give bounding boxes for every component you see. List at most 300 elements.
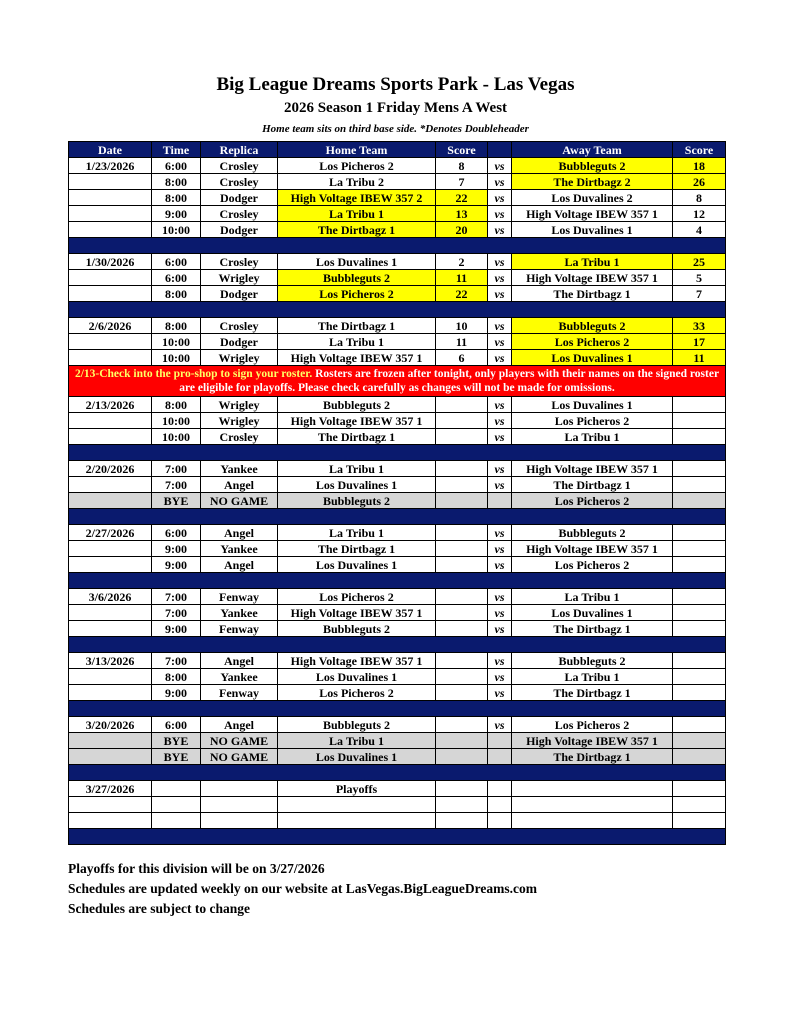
away-score-cell: 4	[673, 222, 726, 238]
vs-cell: vs	[488, 254, 512, 270]
home-score-cell	[436, 541, 488, 557]
time-cell: 10:00	[152, 350, 201, 366]
home-team-cell: La Tribu 1	[278, 525, 436, 541]
away-team-cell: The Dirtbagz 2	[512, 174, 673, 190]
home-score-cell	[436, 413, 488, 429]
away-score-cell	[673, 621, 726, 637]
away-score-cell: 26	[673, 174, 726, 190]
home-team-cell: Los Picheros 2	[278, 589, 436, 605]
date-cell	[69, 334, 152, 350]
time-cell: 8:00	[152, 669, 201, 685]
home-score-cell	[436, 781, 488, 797]
game-row	[69, 813, 726, 829]
replica-cell: Angel	[201, 557, 278, 573]
away-team-cell: The Dirtbagz 1	[512, 477, 673, 493]
date-cell: 2/13/2026	[69, 397, 152, 413]
date-cell	[69, 621, 152, 637]
home-score-cell	[436, 493, 488, 509]
column-header: Time	[152, 142, 201, 158]
game-row	[69, 350, 726, 366]
time-cell: 6:00	[152, 158, 201, 174]
away-team-cell: High Voltage IBEW 357 1	[512, 733, 673, 749]
game-row	[69, 653, 726, 669]
home-score-cell: 8	[436, 158, 488, 174]
away-score-cell: 11	[673, 350, 726, 366]
column-header: Score	[436, 142, 488, 158]
home-score-cell: 11	[436, 334, 488, 350]
replica-cell: NO GAME	[201, 749, 278, 765]
home-score-cell	[436, 397, 488, 413]
away-score-cell	[673, 685, 726, 701]
replica-cell: Wrigley	[201, 350, 278, 366]
separator-bar	[69, 573, 726, 589]
home-team-cell: Los Duvalines 1	[278, 557, 436, 573]
home-team-cell: The Dirtbagz 1	[278, 318, 436, 334]
away-score-cell: 33	[673, 318, 726, 334]
away-score-cell: 12	[673, 206, 726, 222]
game-row	[69, 334, 726, 350]
schedule-table	[68, 141, 726, 845]
date-cell: 1/30/2026	[69, 254, 152, 270]
time-cell: 7:00	[152, 589, 201, 605]
replica-cell: Fenway	[201, 621, 278, 637]
replica-cell: Crosley	[201, 254, 278, 270]
home-team-cell: Bubbleguts 2	[278, 621, 436, 637]
home-score-cell: 11	[436, 270, 488, 286]
game-row	[69, 589, 726, 605]
away-team-cell: Los Picheros 2	[512, 493, 673, 509]
date-cell	[69, 557, 152, 573]
vs-cell: vs	[488, 653, 512, 669]
date-cell	[69, 749, 152, 765]
vs-cell: vs	[488, 605, 512, 621]
home-team-cell: Los Duvalines 1	[278, 669, 436, 685]
separator-row	[69, 445, 726, 461]
home-score-cell	[436, 717, 488, 733]
vs-cell	[488, 781, 512, 797]
time-cell: 8:00	[152, 397, 201, 413]
home-team-cell: Los Picheros 2	[278, 286, 436, 302]
home-score-cell: 2	[436, 254, 488, 270]
game-row	[69, 413, 726, 429]
home-score-cell	[436, 605, 488, 621]
home-team-cell: Los Picheros 2	[278, 158, 436, 174]
away-team-cell: Bubbleguts 2	[512, 158, 673, 174]
vs-cell: vs	[488, 222, 512, 238]
replica-cell: Yankee	[201, 461, 278, 477]
away-score-cell: 25	[673, 254, 726, 270]
home-score-cell	[436, 461, 488, 477]
footer-playoffs-note: Playoffs for this division will be on 3/27/2026	[68, 861, 325, 876]
away-team-cell: Los Duvalines 1	[512, 605, 673, 621]
home-team-cell: La Tribu 2	[278, 174, 436, 190]
game-row	[69, 781, 726, 797]
away-team-cell: Los Duvalines 1	[512, 397, 673, 413]
date-cell	[69, 350, 152, 366]
separator-bar	[69, 509, 726, 525]
home-team-cell: Los Duvalines 1	[278, 477, 436, 493]
date-cell: 3/27/2026	[69, 781, 152, 797]
page-subtitle: 2026 Season 1 Friday Mens A West	[283, 100, 508, 116]
schedule-body	[69, 158, 726, 845]
home-score-cell	[436, 797, 488, 813]
vs-cell: vs	[488, 350, 512, 366]
replica-cell: Dodger	[201, 286, 278, 302]
date-cell: 2/20/2026	[69, 461, 152, 477]
home-team-cell: High Voltage IBEW 357 2	[278, 190, 436, 206]
away-score-cell	[673, 797, 726, 813]
page-title: Big League Dreams Sports Park - Las Vegas	[216, 74, 575, 95]
away-team-cell: Los Duvalines 1	[512, 222, 673, 238]
home-score-cell	[436, 429, 488, 445]
separator-bar	[69, 238, 726, 254]
date-cell	[69, 413, 152, 429]
replica-cell: Crosley	[201, 174, 278, 190]
away-team-cell: La Tribu 1	[512, 429, 673, 445]
time-cell: 6:00	[152, 525, 201, 541]
time-cell: 8:00	[152, 286, 201, 302]
replica-cell: NO GAME	[201, 493, 278, 509]
separator-bar	[69, 302, 726, 318]
away-score-cell	[673, 781, 726, 797]
vs-cell	[488, 797, 512, 813]
time-cell: 8:00	[152, 174, 201, 190]
vs-cell	[488, 749, 512, 765]
home-team-cell: High Voltage IBEW 357 1	[278, 653, 436, 669]
away-team-cell: The Dirtbagz 1	[512, 621, 673, 637]
away-score-cell: 18	[673, 158, 726, 174]
vs-cell	[488, 813, 512, 829]
vs-cell: vs	[488, 158, 512, 174]
footer-website-note: Schedules are updated weekly on our website at LasVegas.BigLeagueDreams.com	[68, 881, 538, 896]
date-cell: 1/23/2026	[69, 158, 152, 174]
vs-cell: vs	[488, 621, 512, 637]
separator-bar	[69, 829, 726, 845]
home-team-cell: Playoffs	[278, 781, 436, 797]
home-score-cell: 20	[436, 222, 488, 238]
home-score-cell	[436, 477, 488, 493]
home-team-cell: High Voltage IBEW 357 1	[278, 413, 436, 429]
home-score-cell	[436, 685, 488, 701]
home-score-cell	[436, 669, 488, 685]
date-cell	[69, 541, 152, 557]
game-row	[69, 541, 726, 557]
replica-cell	[201, 813, 278, 829]
date-cell	[69, 222, 152, 238]
away-team-cell: Bubbleguts 2	[512, 318, 673, 334]
away-score-cell	[673, 733, 726, 749]
away-score-cell	[673, 669, 726, 685]
time-cell: 7:00	[152, 653, 201, 669]
bye-row	[69, 749, 726, 765]
separator-row	[69, 302, 726, 318]
date-cell	[69, 797, 152, 813]
away-score-cell	[673, 477, 726, 493]
vs-cell: vs	[488, 685, 512, 701]
date-cell	[69, 190, 152, 206]
separator-row	[69, 509, 726, 525]
away-team-cell: La Tribu 1	[512, 254, 673, 270]
home-team-cell	[278, 797, 436, 813]
away-score-cell	[673, 557, 726, 573]
date-cell	[69, 605, 152, 621]
replica-cell: Angel	[201, 717, 278, 733]
date-cell	[69, 174, 152, 190]
away-team-cell: Los Picheros 2	[512, 334, 673, 350]
column-header: Away Team	[512, 142, 673, 158]
vs-cell: vs	[488, 557, 512, 573]
home-score-cell: 22	[436, 190, 488, 206]
game-row	[69, 318, 726, 334]
game-row	[69, 797, 726, 813]
separator-row	[69, 238, 726, 254]
home-team-cell: High Voltage IBEW 357 1	[278, 605, 436, 621]
away-team-cell	[512, 781, 673, 797]
replica-cell: Fenway	[201, 589, 278, 605]
time-cell: BYE	[152, 733, 201, 749]
vs-cell: vs	[488, 525, 512, 541]
date-cell	[69, 286, 152, 302]
home-score-cell	[436, 621, 488, 637]
game-row	[69, 621, 726, 637]
time-cell: 9:00	[152, 557, 201, 573]
notice-text: Rosters are frozen after tonight, only players with their names on the signed roster are eligible for playoffs. Please check carefully as changes will not be made for omissions.	[179, 368, 720, 394]
time-cell: 8:00	[152, 318, 201, 334]
time-cell	[152, 813, 201, 829]
time-cell	[152, 797, 201, 813]
game-row	[69, 174, 726, 190]
away-score-cell	[673, 493, 726, 509]
home-score-cell	[436, 813, 488, 829]
replica-cell: Crosley	[201, 429, 278, 445]
replica-cell	[201, 797, 278, 813]
home-score-cell	[436, 525, 488, 541]
away-score-cell	[673, 749, 726, 765]
away-score-cell: 8	[673, 190, 726, 206]
home-score-cell	[436, 749, 488, 765]
home-team-cell: La Tribu 1	[278, 206, 436, 222]
game-row	[69, 557, 726, 573]
away-score-cell	[673, 413, 726, 429]
away-score-cell: 7	[673, 286, 726, 302]
separator-row	[69, 765, 726, 781]
game-row	[69, 270, 726, 286]
replica-cell: Wrigley	[201, 413, 278, 429]
away-team-cell: High Voltage IBEW 357 1	[512, 461, 673, 477]
replica-cell: Wrigley	[201, 397, 278, 413]
replica-cell: Crosley	[201, 158, 278, 174]
away-team-cell: Los Duvalines 1	[512, 350, 673, 366]
time-cell: 9:00	[152, 541, 201, 557]
date-cell	[69, 493, 152, 509]
away-score-cell	[673, 397, 726, 413]
header-note: Home team sits on third base side. *Denotes Doubleheader	[262, 123, 529, 135]
away-score-cell	[673, 461, 726, 477]
away-team-cell: The Dirtbagz 1	[512, 286, 673, 302]
date-cell	[69, 669, 152, 685]
home-team-cell: Bubbleguts 2	[278, 270, 436, 286]
home-team-cell: The Dirtbagz 1	[278, 429, 436, 445]
separator-row	[69, 637, 726, 653]
home-team-cell: Bubbleguts 2	[278, 397, 436, 413]
date-cell: 3/6/2026	[69, 589, 152, 605]
away-team-cell	[512, 797, 673, 813]
vs-cell: vs	[488, 413, 512, 429]
home-team-cell: Bubbleguts 2	[278, 493, 436, 509]
time-cell: 10:00	[152, 334, 201, 350]
home-score-cell: 13	[436, 206, 488, 222]
vs-cell: vs	[488, 206, 512, 222]
home-team-cell	[278, 813, 436, 829]
time-cell: 10:00	[152, 429, 201, 445]
vs-cell: vs	[488, 174, 512, 190]
vs-cell: vs	[488, 286, 512, 302]
replica-cell: Crosley	[201, 318, 278, 334]
replica-cell: Wrigley	[201, 270, 278, 286]
replica-cell: Yankee	[201, 541, 278, 557]
away-team-cell: Bubbleguts 2	[512, 653, 673, 669]
date-cell: 3/13/2026	[69, 653, 152, 669]
game-row	[69, 429, 726, 445]
home-score-cell	[436, 557, 488, 573]
away-team-cell: High Voltage IBEW 357 1	[512, 206, 673, 222]
away-score-cell: 17	[673, 334, 726, 350]
away-score-cell	[673, 429, 726, 445]
home-team-cell: Los Picheros 2	[278, 685, 436, 701]
date-cell	[69, 477, 152, 493]
home-team-cell: Los Duvalines 1	[278, 254, 436, 270]
game-row	[69, 206, 726, 222]
vs-cell	[488, 493, 512, 509]
home-score-cell: 10	[436, 318, 488, 334]
away-team-cell	[512, 813, 673, 829]
game-row	[69, 717, 726, 733]
time-cell	[152, 781, 201, 797]
vs-cell: vs	[488, 334, 512, 350]
column-header: Replica	[201, 142, 278, 158]
vs-cell: vs	[488, 669, 512, 685]
replica-cell: NO GAME	[201, 733, 278, 749]
time-cell: 10:00	[152, 222, 201, 238]
replica-cell	[201, 781, 278, 797]
column-header: Date	[69, 142, 152, 158]
vs-cell: vs	[488, 541, 512, 557]
game-row	[69, 222, 726, 238]
separator-bar	[69, 701, 726, 717]
vs-cell: vs	[488, 190, 512, 206]
away-team-cell: La Tribu 1	[512, 669, 673, 685]
game-row	[69, 477, 726, 493]
date-cell	[69, 733, 152, 749]
roster-notice-row	[69, 366, 726, 397]
home-score-cell	[436, 589, 488, 605]
away-team-cell: Los Picheros 2	[512, 717, 673, 733]
away-score-cell	[673, 525, 726, 541]
away-score-cell	[673, 589, 726, 605]
column-header: Score	[673, 142, 726, 158]
bye-row	[69, 733, 726, 749]
time-cell: 7:00	[152, 605, 201, 621]
vs-cell	[488, 733, 512, 749]
time-cell: 9:00	[152, 621, 201, 637]
home-team-cell: Los Duvalines 1	[278, 749, 436, 765]
replica-cell: Fenway	[201, 685, 278, 701]
game-row	[69, 158, 726, 174]
time-cell: 9:00	[152, 685, 201, 701]
home-score-cell: 6	[436, 350, 488, 366]
separator-row	[69, 829, 726, 845]
vs-cell: vs	[488, 429, 512, 445]
away-team-cell: High Voltage IBEW 357 1	[512, 270, 673, 286]
replica-cell: Dodger	[201, 334, 278, 350]
vs-cell: vs	[488, 318, 512, 334]
date-cell	[69, 813, 152, 829]
date-cell	[69, 206, 152, 222]
time-cell: BYE	[152, 749, 201, 765]
separator-bar	[69, 637, 726, 653]
time-cell: 6:00	[152, 717, 201, 733]
vs-cell: vs	[488, 461, 512, 477]
away-team-cell: Los Picheros 2	[512, 557, 673, 573]
time-cell: 10:00	[152, 413, 201, 429]
game-row	[69, 461, 726, 477]
replica-cell: Dodger	[201, 222, 278, 238]
away-team-cell: La Tribu 1	[512, 589, 673, 605]
separator-bar	[69, 765, 726, 781]
date-cell: 3/20/2026	[69, 717, 152, 733]
replica-cell: Crosley	[201, 206, 278, 222]
time-cell: 6:00	[152, 254, 201, 270]
away-team-cell: High Voltage IBEW 357 1	[512, 541, 673, 557]
game-row	[69, 605, 726, 621]
home-team-cell: La Tribu 1	[278, 334, 436, 350]
away-score-cell	[673, 653, 726, 669]
game-row	[69, 286, 726, 302]
away-team-cell: Bubbleguts 2	[512, 525, 673, 541]
game-row	[69, 525, 726, 541]
away-team-cell: Los Duvalines 2	[512, 190, 673, 206]
time-cell: 9:00	[152, 206, 201, 222]
away-score-cell	[673, 605, 726, 621]
time-cell: 6:00	[152, 270, 201, 286]
vs-cell: vs	[488, 397, 512, 413]
footer-change-note: Schedules are subject to change	[68, 901, 250, 916]
home-team-cell: High Voltage IBEW 357 1	[278, 350, 436, 366]
time-cell: BYE	[152, 493, 201, 509]
date-cell	[69, 429, 152, 445]
vs-cell: vs	[488, 589, 512, 605]
home-team-cell: Bubbleguts 2	[278, 717, 436, 733]
away-score-cell	[673, 813, 726, 829]
away-team-cell: The Dirtbagz 1	[512, 749, 673, 765]
time-cell: 8:00	[152, 190, 201, 206]
bye-row	[69, 493, 726, 509]
game-row	[69, 254, 726, 270]
roster-notice	[69, 366, 726, 397]
separator-row	[69, 701, 726, 717]
home-team-cell: La Tribu 1	[278, 461, 436, 477]
time-cell: 7:00	[152, 461, 201, 477]
vs-cell: vs	[488, 477, 512, 493]
away-score-cell	[673, 541, 726, 557]
home-score-cell: 22	[436, 286, 488, 302]
separator-bar	[69, 445, 726, 461]
time-cell: 7:00	[152, 477, 201, 493]
column-header	[488, 142, 512, 158]
home-score-cell	[436, 733, 488, 749]
home-team-cell: The Dirtbagz 1	[278, 541, 436, 557]
vs-cell: vs	[488, 270, 512, 286]
